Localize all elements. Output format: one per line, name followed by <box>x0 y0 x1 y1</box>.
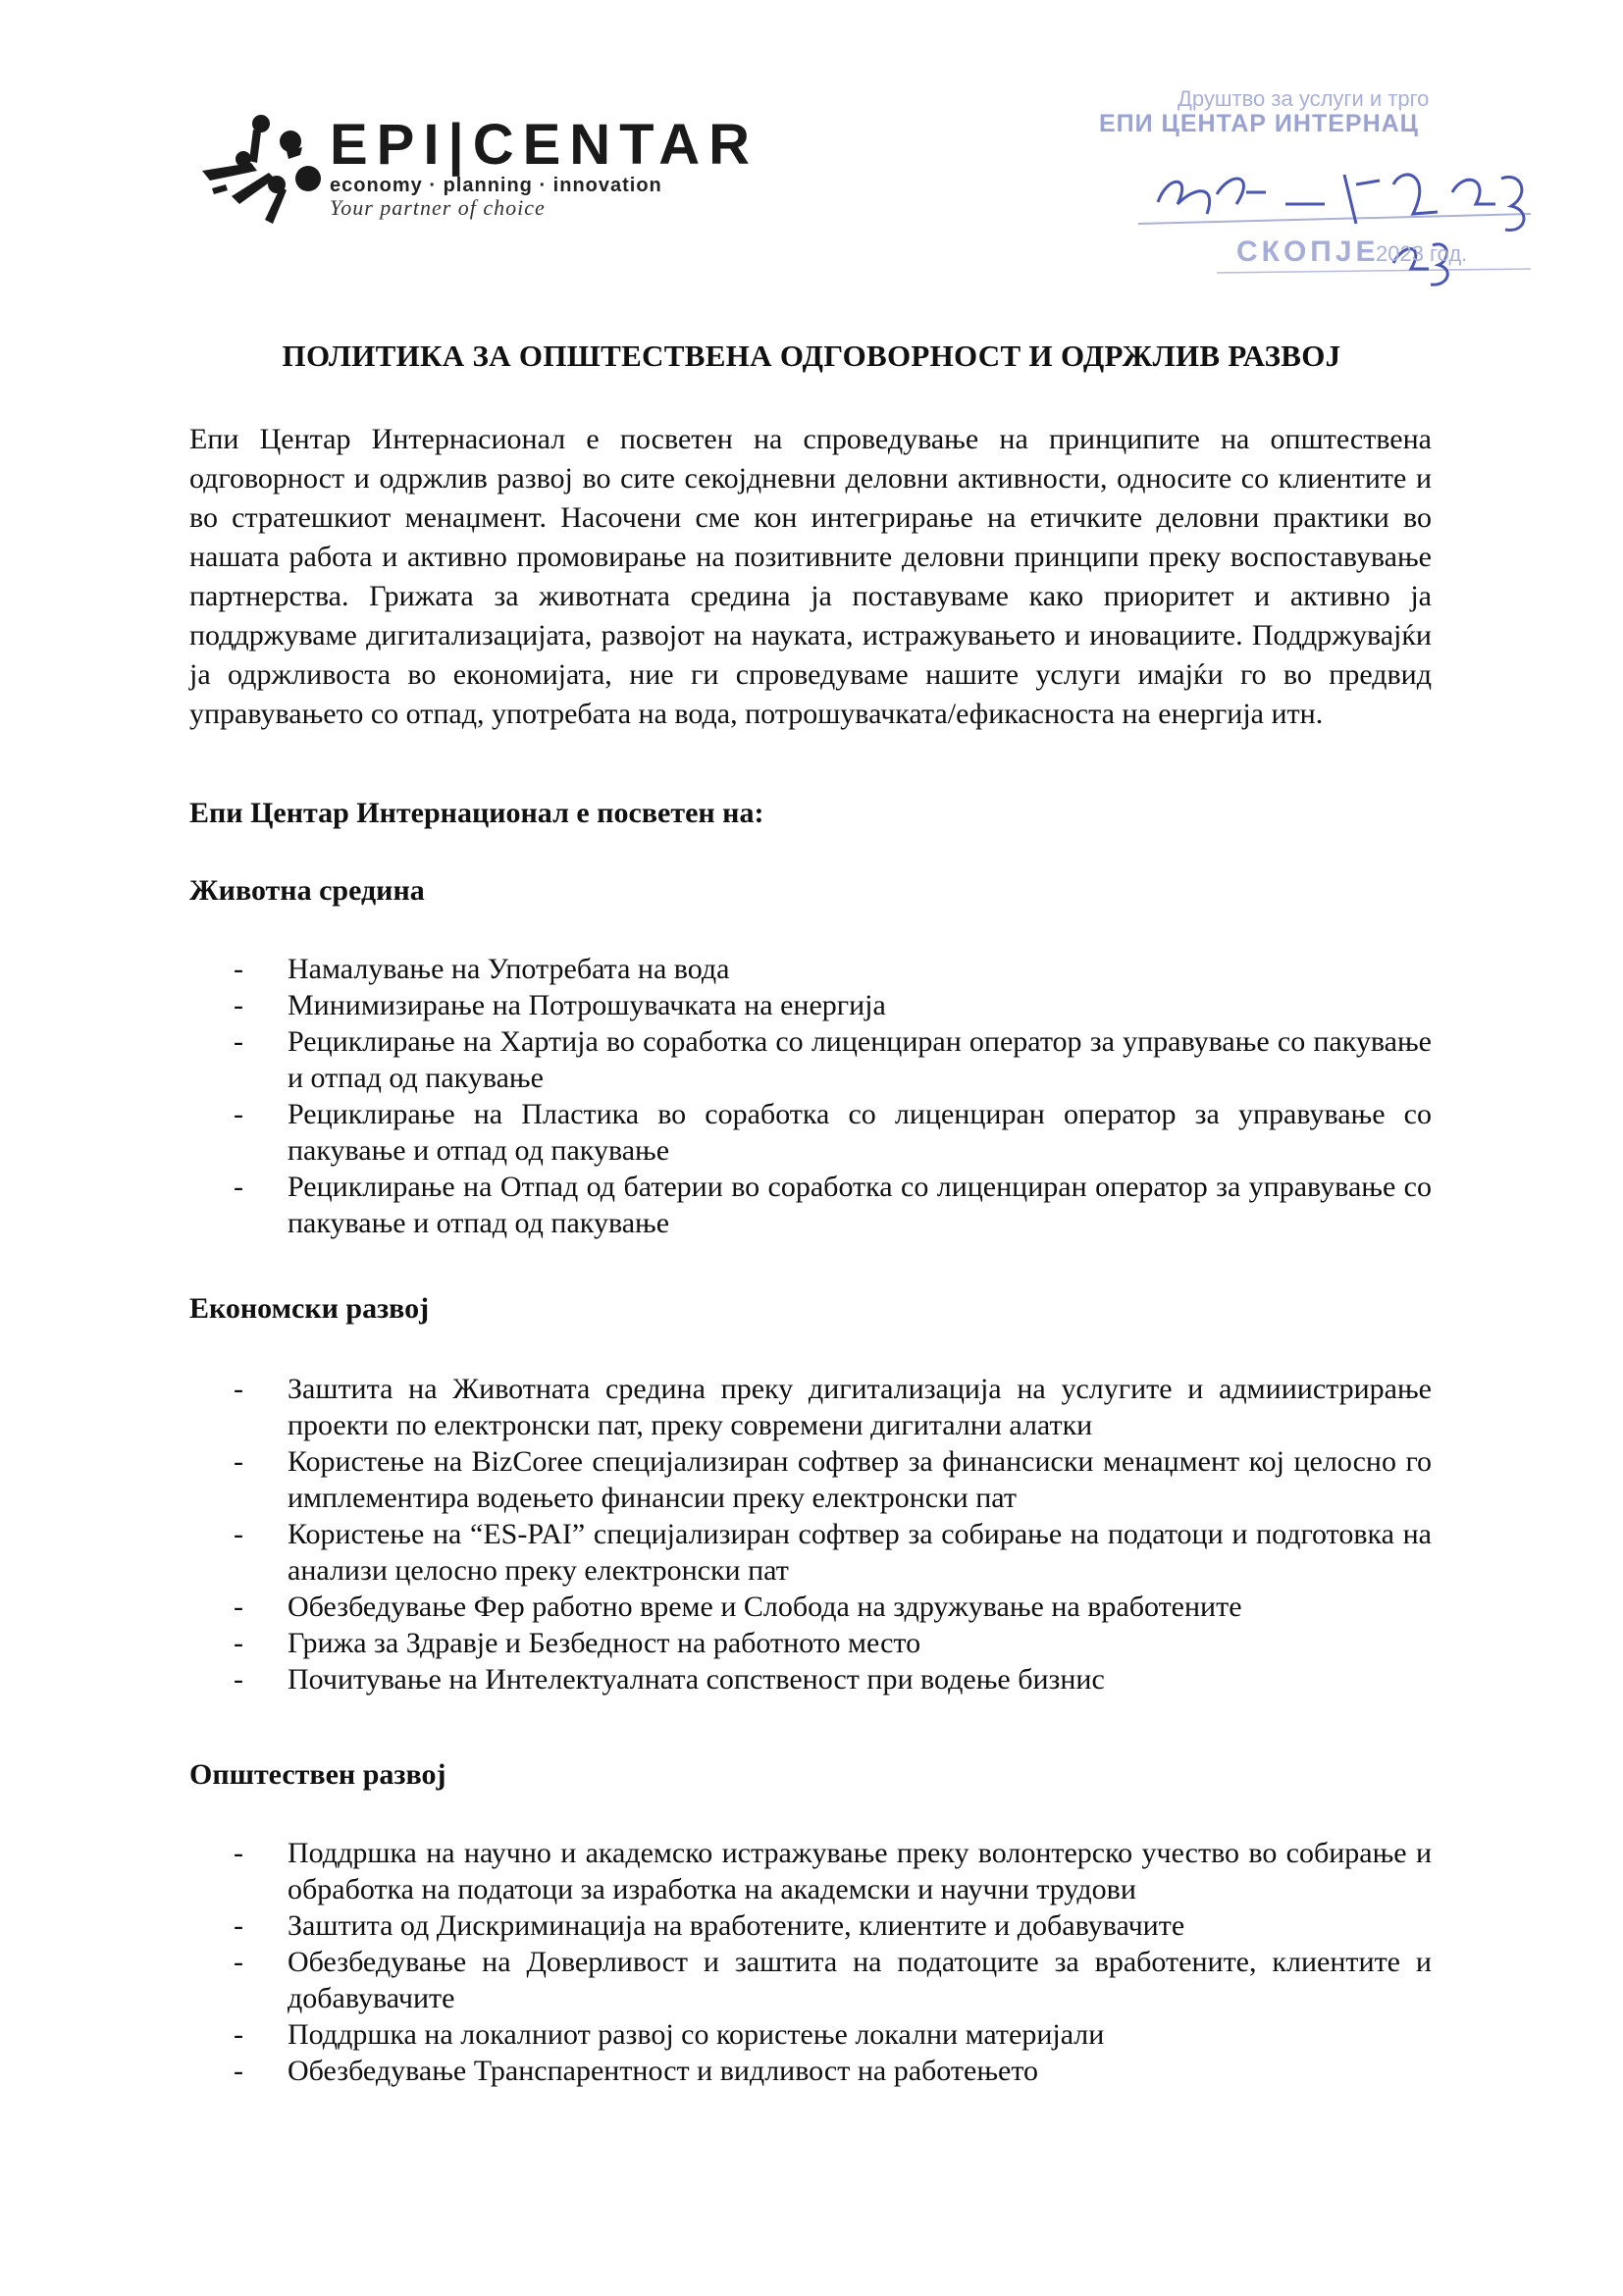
list-item: - Почитување на Интелектуалната сопственост при водење бизнис <box>189 1661 1432 1697</box>
stamp-company-type: Друштво за услуги и трго <box>1178 86 1430 111</box>
list-item: - Рециклирање на Отпад од батерии во соработка со лиценциран оператор за управување со пакување и отпад од пакување <box>189 1169 1432 1241</box>
list-item: - Намалување на Употребата на вода <box>189 951 1432 987</box>
section-heading-social: Општествен развој <box>189 1758 446 1791</box>
social-list <box>189 1835 1432 2089</box>
list-item: - Поддршка на научно и академско истражување преку волонтерско учество во собирање и обработка на податоци за изработка на академски и научни трудови <box>189 1835 1432 1907</box>
commitment-heading: Епи Центар Интернационал е посветен на: <box>189 797 764 829</box>
list-item: - Рециклирање на Пластика во соработка со лиценциран оператор за управување со пакување и отпад од пакување <box>189 1096 1432 1169</box>
logo-figure-icon <box>192 102 335 230</box>
document-title: ПОЛИТИКА ЗА ОПШТЕСТВЕНА ОДГОВОРНОСТ И ОДРЖЛИВ РАЗВОЈ <box>282 339 1341 373</box>
environment-list <box>189 951 1432 1241</box>
stamp-company-name: ЕПИ ЦЕНТАР ИНТЕРНАЦ <box>1099 110 1419 137</box>
logo-subtitle: economy · planning · innovation <box>330 175 662 196</box>
registration-stamp <box>1099 77 1570 302</box>
stamp-city: СКОПЈЕ <box>1236 235 1380 268</box>
list-item: - Обезбедување Фер работно време и Слобода на здружување на вработените <box>189 1589 1432 1625</box>
section-heading-economic: Економски развој <box>189 1292 430 1325</box>
section-heading-environment: Животна средина <box>189 874 425 907</box>
logo-name: EPI|CENTAR <box>330 113 759 177</box>
economic-list <box>189 1371 1432 1697</box>
list-item: - Грижа за Здравје и Безбедност на работното место <box>189 1625 1432 1661</box>
stamp-year: 2023 год. <box>1376 241 1468 266</box>
list-item: - Заштита на Животната средина преку дигитализација на услугите и адмииистрирање проекти по електронски пат, преку современи дигитални алатки <box>189 1371 1432 1443</box>
list-item: - Рециклирање на Хартија во соработка со лиценциран оператор за управување со пакување и отпад од пакување <box>189 1023 1432 1096</box>
list-item: - Заштита од Дискриминација на вработените, клиентите и добавувачите <box>189 1907 1432 1944</box>
list-item: - Користење на “ES-PAI” специјализиран софтвер за собирање на податоци и подготовка на анализи целосно преку електронски пат <box>189 1516 1432 1589</box>
list-item: - Минимизирање на Потрошувачката на енергија <box>189 987 1432 1023</box>
list-item: - Обезбедување на Доверливост и заштита на податоците за вработените, клиентите и добавувачите <box>189 1944 1432 2016</box>
intro-paragraph: Епи Центар Интернасионал е посветен на спроведување на принципите на општествена одговорност и одржлив развој во сите секојдневни деловни активности, односите со клиентите и во стратешкиот менаџмент. Насочени сме кон интегрирање на етичките деловни практики во нашата работа и активно промовирање на позитивните деловни принципи преку воспоставување партнерства. Грижата за животната средина ја поставуваме како приоритет и активно ја поддржуваме дигитализацијата, развојот на науката, истражувањето и иновациите. Поддржувајќи ја одржливоста во економијата, ние ги спроведуваме нашите услуги имајќи го во предвид управувањето со отпад, употребата на вода, потрошувачката/ефикасноста на енергија итн. <box>189 423 1432 730</box>
list-item: - Користење на BizCoree специјализиран софтвер за финансиски менаџмент кој целосно го имплементира водењето финансии преку електронски пат <box>189 1443 1432 1516</box>
logo-tagline: Your partner of choice <box>330 195 546 220</box>
list-item: - Поддршка на локалниот развој со користење локални материјали <box>189 2016 1432 2053</box>
company-logo <box>192 102 759 230</box>
list-item: - Обезбедување Транспарентност и видливост на работењето <box>189 2053 1432 2089</box>
